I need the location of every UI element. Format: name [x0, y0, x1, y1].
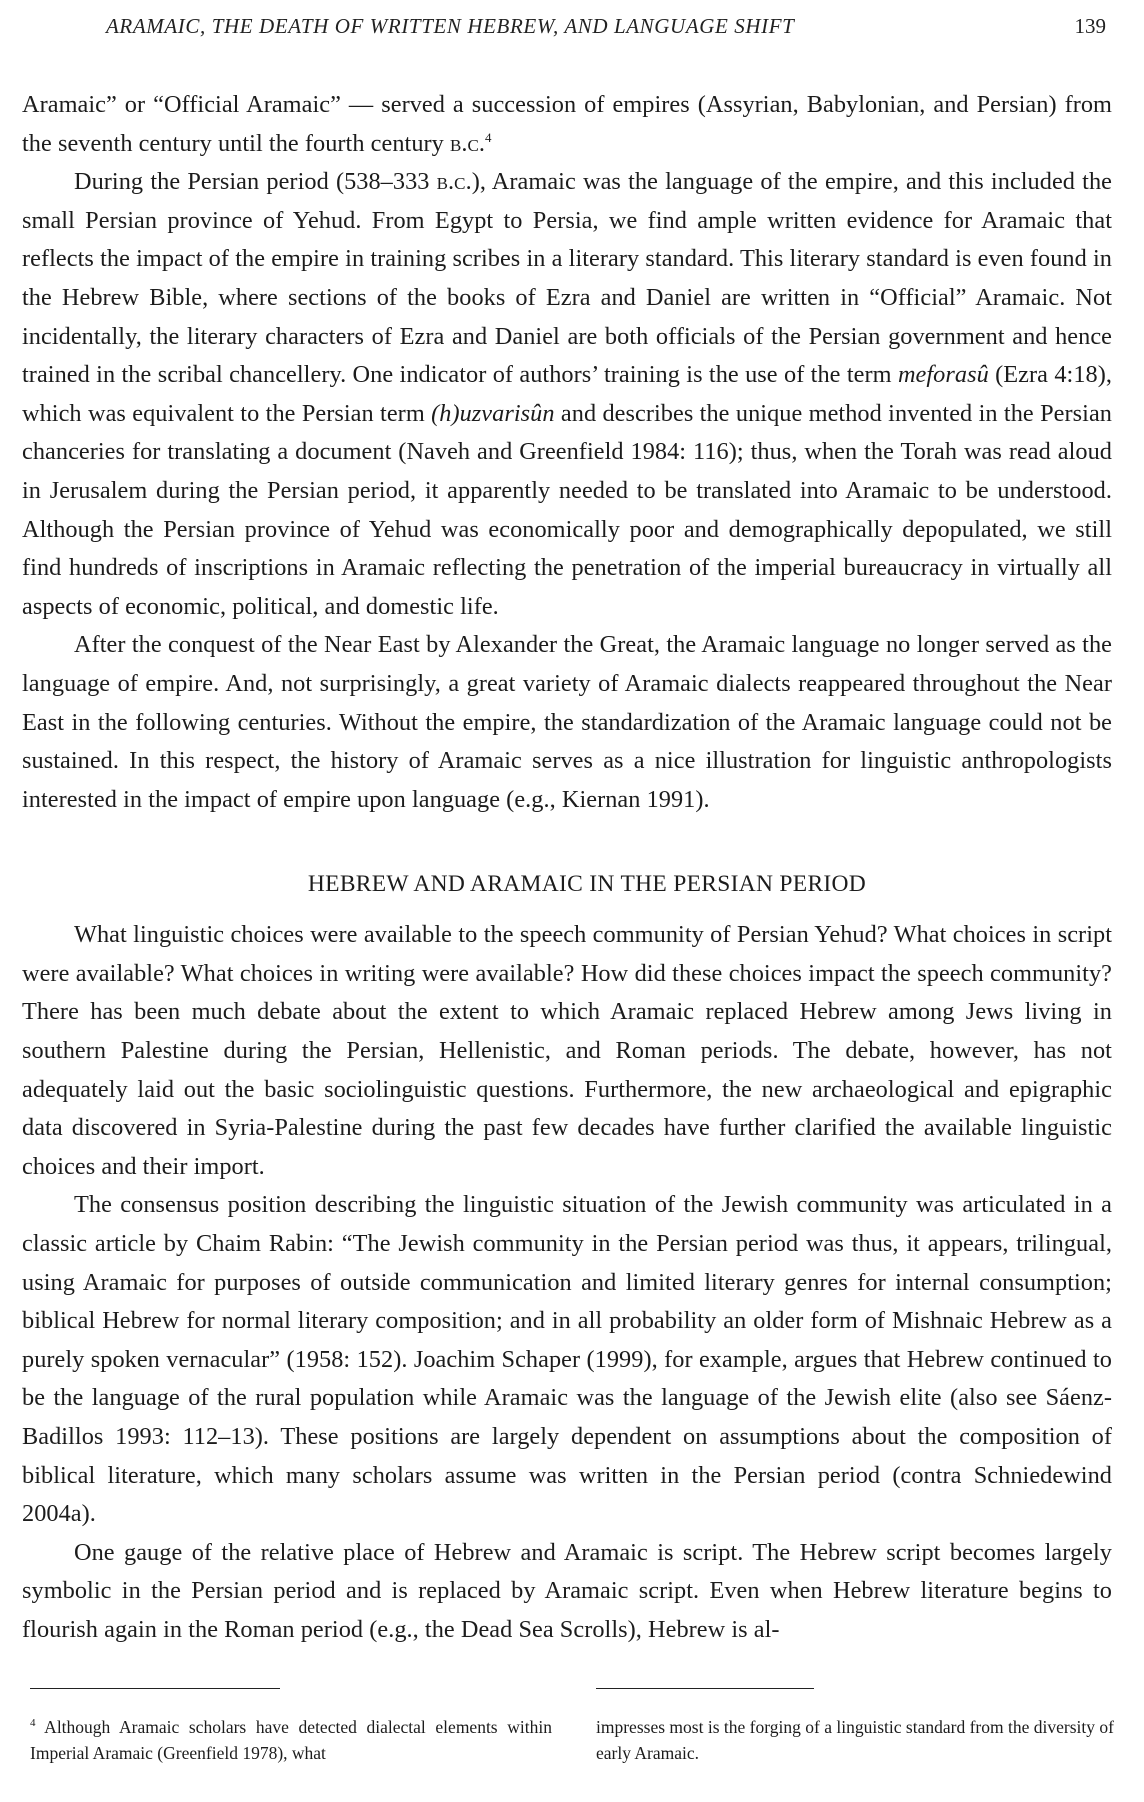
running-head	[106, 14, 1106, 50]
paragraph-consensus-position: The consensus position describing the linguistic situation of the Jewish community was articulated in a classic article by Chaim Rabin: “The Jewish community in the Persian period was thus, it appears, trilingual, using Aramaic for purposes of outside communication and limited literary genres for internal consumption; biblical Hebrew for normal literary composition; and in all probability an older form of Mishnaic Hebrew as a purely spoken vernacular” (1958: 152). Joachim Schaper (1999), for example, argues that Hebrew continued to be the language of the rural population while Aramaic was the language of the Jewish elite (also see Sáenz-Badillos 1993: 112–13). These positions are largely dependent on assumptions about the composition of biblical literature, which many scholars assume was written in the Persian period (contra Schniedewind 2004a).	[22, 1191, 1112, 1528]
italic-term: (h)uzvarisûn	[431, 399, 555, 427]
paragraph-alexander: After the conquest of the Near East by Alexander the Great, the Aramaic language no longer served as the language of empire. And, not surprisingly, a great variety of Aramaic dialects reappeared throughout the Near East in the following centuries. Without the empire, the standardization of the Aramaic language could not be sustained. In this respect, the history of Aramaic serves as a nice illustration for linguistic anthropologists interested in the impact of empire upon language (e.g., Kiernan 1991).	[22, 631, 1112, 813]
footnote-text: Although Aramaic scholars have detected dialectal elements within Imperial Aramaic (Greenfield 1978), what	[30, 1717, 552, 1763]
main-text	[22, 86, 1112, 1650]
paragraph-continuation	[22, 86, 1112, 163]
section-heading: HEBREW AND ARAMAIC IN THE PERSIAN PERIOD	[307, 871, 867, 898]
footnote-number: 4	[30, 1717, 36, 1730]
era-abbreviation: b.c.	[436, 168, 472, 196]
footnotes	[30, 1688, 1114, 1792]
paragraph-text: and describes the unique method invented in the Persian chanceries for translating a document (Naveh and Greenfield 1984: 116); thus, when the Torah was read aloud in Jerusalem during the Persian period, it apparently needed to be translated into Aramaic to be understood. Although the Persian province of Yehud was economically poor and demographically depopulated, we still find hundreds of inscriptions in Aramaic reflecting the penetration of the imperial bureaucracy in virtually all aspects of economic, political, and domestic life.	[22, 399, 1112, 620]
paragraph-text: Aramaic” or “Official Aramaic” — served a succession of empires (Assyrian, Babylonian, and Persian) from the seventh century until the fourth century	[22, 91, 1112, 157]
footnote-reference[interactable]: 4	[485, 129, 492, 145]
page-number: 139	[1074, 14, 1106, 38]
footnote-rule	[596, 1688, 814, 1689]
paragraph-script: One gauge of the relative place of Hebrew and Aramaic is script. The Hebrew script becomes largely symbolic in the Persian period and is replaced by Aramaic script. Even when Hebrew literature begins to flourish again in the Roman period (e.g., the Dead Sea Scrolls), Hebrew is al-	[22, 1538, 1112, 1643]
paragraph-text: (Ezra 4:18), which was equivalent to the Persian term	[22, 361, 1112, 427]
paragraph-linguistic-choices: What linguistic choices were available to the speech community of Persian Yehud? What choices in script were available? What choices in writing were available? How did these choices impact the speech community? There has been much debate about the extent to which Aramaic replaced Hebrew among Jews living in southern Palestine during the Persian, Hellenistic, and Roman periods. The debate, however, has not adequately laid out the basic sociolinguistic questions. Furthermore, the new archaeological and epigraphic data discovered in Syria-Palestine during the past few decades have further clarified the available linguistic choices and their import.	[22, 921, 1112, 1180]
running-head-title: ARAMAIC, THE DEATH OF WRITTEN HEBREW, AND LANGUAGE SHIFT	[106, 14, 795, 38]
era-abbreviation: b.c.	[450, 129, 486, 157]
italic-term: meforasû	[897, 361, 989, 389]
footnote-column-right: impresses most is the forging of a linguistic standard from the diversity of early Aramaic.	[596, 1717, 1114, 1763]
footnote-column-left	[30, 1714, 552, 1766]
footnote-rule	[30, 1688, 280, 1689]
paragraph-persian-period	[22, 163, 1112, 626]
paragraph-text: During the Persian period (538–333	[74, 168, 437, 196]
paragraph-text: ), Aramaic was the language of the empire, and this included the small Persian province of Yehud. From Egypt to Persia, we find ample written evidence for Aramaic that reflects the impact of the empire in training scribes in a literary standard. This literary standard is even found in the Hebrew Bible, where sections of the books of Ezra and Daniel are written in “Official” Aramaic. Not incidentally, the literary characters of Ezra and Daniel are both officials of the Persian government and hence trained in the scribal chancellery. One indicator of authors’ training is the use of the term	[22, 168, 1112, 389]
